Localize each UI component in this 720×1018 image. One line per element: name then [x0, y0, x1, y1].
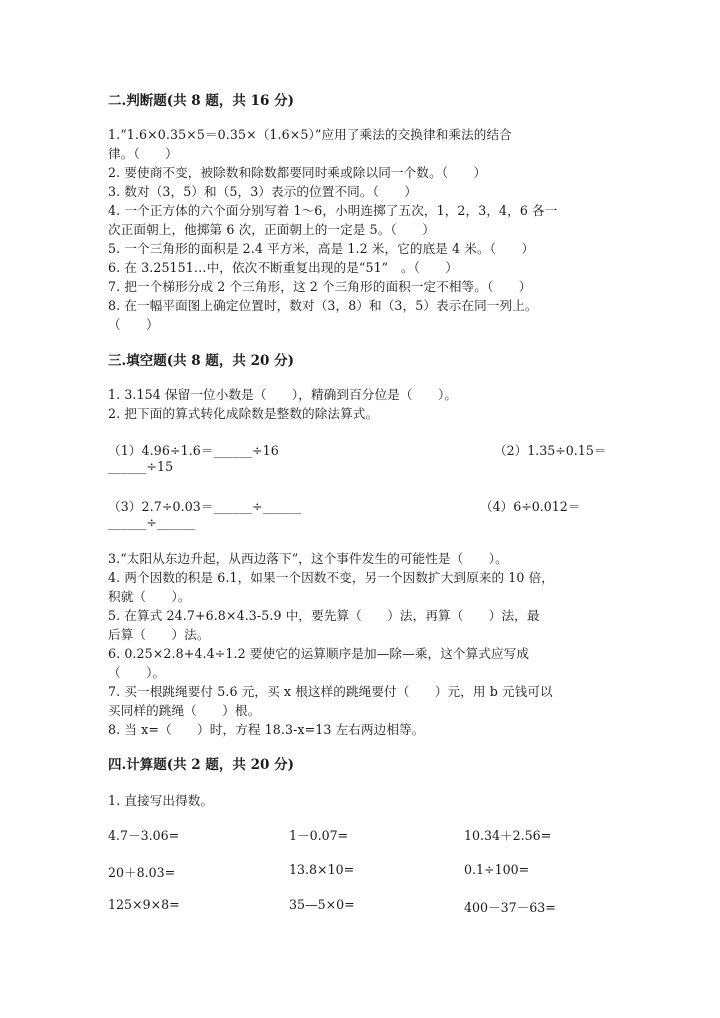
calc-item: 13.8×10=: [289, 862, 355, 877]
calc-item: 20＋8.03=: [108, 865, 176, 880]
fill-q7-line2: 买同样的跳绳（ ）根。: [108, 703, 261, 718]
judge-q3: 3. 数对（3，5）和（5，3）表示的位置不同。（ ）: [108, 184, 418, 199]
fill-q6-line1: 6. 0.25×2.8+4.4÷1.2 要使它的运算顺序是加—除—乘，这个算式应写成: [108, 646, 530, 661]
judge-q2: 2. 要使商不变，被除数和除数都要同时乘或除以同一个数。（ ）: [108, 165, 487, 180]
fill-q4-line1: 4. 两个因数的积是 6.1，如果一个因数不变，另一个因数扩大到原来的 10 倍，: [108, 570, 554, 585]
judge-q4-line2: 次正面朝上，他掷第 6 次，正面朝上的一定是 5。（ ）: [108, 222, 435, 237]
fill-q5-line2: 后算（ ）法。: [108, 627, 210, 642]
judge-q5: 5. 一个三角形的面积是 2.4 平方米，高是 1.2 米，它的底是 4 米。（ ）: [108, 241, 535, 256]
calc-item: 0.1÷100=: [464, 862, 530, 877]
fill-q2-sub3: （3）2.7÷0.03＝______÷______: [108, 499, 302, 514]
judge-q7: 7. 把一个梯形分成 2 个三角形，这 2 个三角形的面积一定不相等。（ ）: [108, 279, 532, 294]
fill-q6-line2: （ ）。: [108, 665, 166, 680]
calc-item: 400－37－63=: [464, 900, 556, 915]
section-4-title: 四.计算题(共 2 题，共 20 分): [108, 757, 294, 773]
judge-q6: 6. 在 3.25151…中，依次不断重复出现的是“51” 。（ ）: [108, 260, 459, 275]
fill-q2-sub2-cont: ______÷15: [108, 459, 174, 474]
calc-item: 1－0.07=: [289, 828, 349, 843]
judge-q8-line1: 8. 在一幅平面图上确定位置时，数对（3，8）和（3，5）表示在同一列上。: [108, 298, 538, 313]
fill-q2-sub4: （4）6÷0.012＝: [480, 499, 581, 514]
judge-q1-line1: 1.“1.6×0.35×5＝0.35×（1.6×5）”应用了乘法的交换律和乘法的结合: [108, 127, 512, 142]
fill-q3: 3.“太阳从东边升起，从西边落下”，这个事件发生的可能性是（ ）。: [108, 551, 508, 566]
fill-q2-sub4-cont: ______÷______: [108, 515, 196, 530]
calc-item: 4.7－3.06=: [108, 828, 180, 843]
fill-q8: 8. 当 x=（ ）时，方程 18.3-x=13 左右两边相等。: [108, 722, 425, 737]
fill-q2-sub2: （2）1.35÷0.15＝: [494, 443, 607, 458]
section-3-title: 三.填空题(共 8 题，共 20 分): [108, 353, 294, 369]
fill-q2-sub1: （1）4.96÷1.6＝______÷16: [108, 443, 279, 458]
calc-q1: 1. 直接写出得数。: [108, 793, 214, 808]
calc-item: 10.34＋2.56=: [464, 828, 552, 843]
fill-q2: 2. 把下面的算式转化成除数是整数的除法算式。: [108, 406, 379, 421]
fill-q7-line1: 7. 买一根跳绳要付 5.6 元，买 x 根这样的跳绳要付（ ）元，用 b 元钱可以: [108, 684, 553, 699]
section-2-title: 二.判断题(共 8 题，共 16 分): [108, 93, 294, 109]
calc-item: 125×9×8=: [108, 897, 180, 912]
fill-q1: 1. 3.154 保留一位小数是（ ），精确到百分位是（ ）。: [108, 387, 458, 402]
calc-item: 35—5×0=: [289, 897, 355, 912]
judge-q4-line1: 4. 一个正方体的六个面分别写着 1～6，小明连掷了五次，1，2，3，4，6 各一: [108, 203, 558, 218]
judge-q1-line2: 律。（ ）: [108, 146, 178, 161]
fill-q5-line1: 5. 在算式 24.7+6.8×4.3-5.9 中，要先算（ ）法，再算（ ）法，最: [108, 608, 540, 623]
fill-q4-line2: 积就（ ）。: [108, 589, 191, 604]
judge-q8-line2: （ ）: [108, 317, 159, 332]
